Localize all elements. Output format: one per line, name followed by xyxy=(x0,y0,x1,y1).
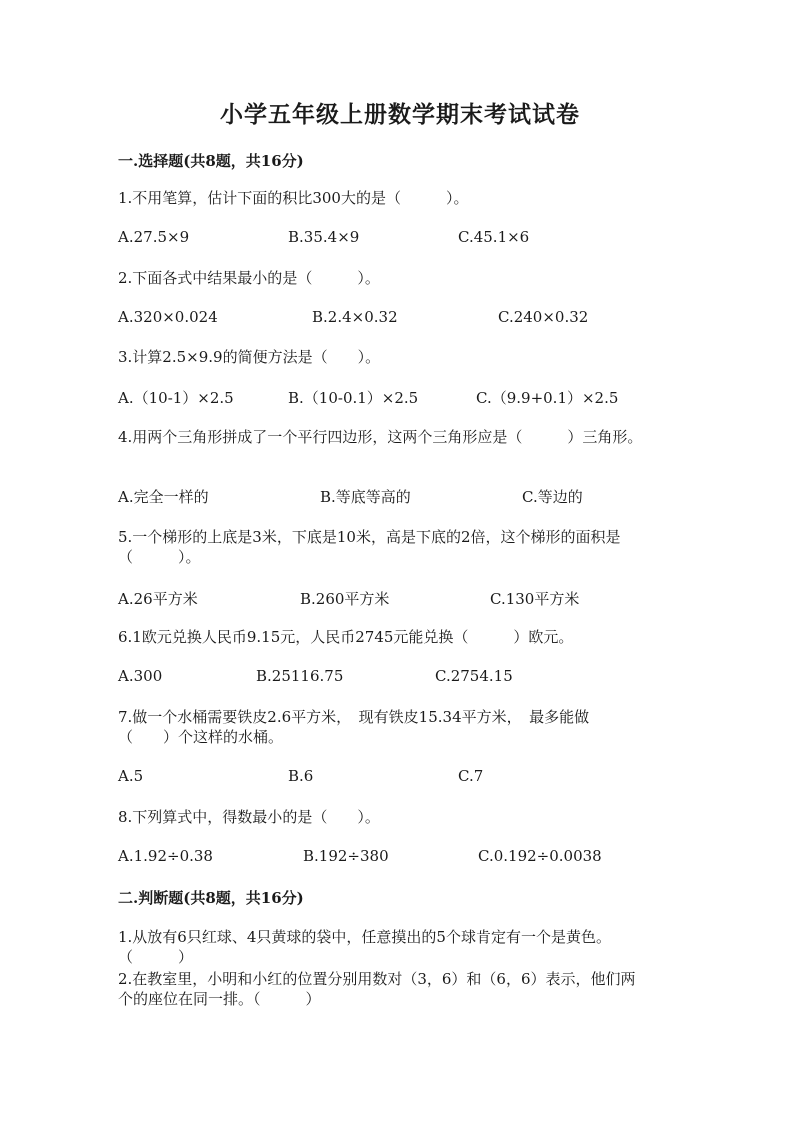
question-3-option-c: C.（9.9+0.1）×2.5 xyxy=(476,389,619,407)
question-3-option-b: B.（10-0.1）×2.5 xyxy=(288,389,419,407)
question-2-option-c: C.240×0.32 xyxy=(498,308,589,326)
question-5-option-a: A.26平方米 xyxy=(118,590,198,608)
question-4-option-b: B.等底等高的 xyxy=(320,488,411,506)
question-4: 4.用两个三角形拼成了一个平行四边形，这两个三角形应是（ ）三角形。 xyxy=(118,428,643,446)
judge-question-2: 2.在教室里，小明和小红的位置分别用数对（3，6）和（6，6）表示，他们两 xyxy=(118,970,636,988)
question-2-option-a: A.320×0.024 xyxy=(118,308,218,326)
question-7-option-c: C.7 xyxy=(458,767,484,785)
question-1-option-a: A.27.5×9 xyxy=(118,228,190,246)
section-heading-judge: 二.判断题(共8题，共16分) xyxy=(118,889,304,907)
question-6: 6.1欧元兑换人民币9.15元，人民币2745元能兑换（ ）欧元。 xyxy=(118,628,574,646)
question-4-option-c: C.等边的 xyxy=(522,488,583,506)
question-8-option-c: C.0.192÷0.0038 xyxy=(478,847,602,865)
question-7-continued: （ ）个这样的水桶。 xyxy=(118,728,284,746)
question-5-option-c: C.130平方米 xyxy=(490,590,580,608)
question-1-option-b: B.35.4×9 xyxy=(288,228,360,246)
page-title: 小学五年级上册数学期末考试试卷 xyxy=(220,101,580,128)
question-5-option-b: B.260平方米 xyxy=(300,590,390,608)
question-6-option-a: A.300 xyxy=(118,667,163,685)
question-2: 2.下面各式中结果最小的是（ ）。 xyxy=(118,269,380,287)
question-2-option-b: B.2.4×0.32 xyxy=(312,308,398,326)
question-3-option-a: A.（10-1）×2.5 xyxy=(118,389,234,407)
judge-question-1-continued: （ ） xyxy=(118,948,194,966)
question-8: 8.下列算式中，得数最小的是（ ）。 xyxy=(118,808,380,826)
judge-question-1: 1.从放有6只红球、4只黄球的袋中，任意摸出的5个球肯定有一个是黄色。 xyxy=(118,928,611,946)
question-4-option-a: A.完全一样的 xyxy=(118,488,209,506)
question-1-option-c: C.45.1×6 xyxy=(458,228,530,246)
question-7: 7.做一个水桶需要铁皮2.6平方米， 现有铁皮15.34平方米， 最多能做 xyxy=(118,708,590,726)
question-3: 3.计算2.5×9.9的简便方法是（ ）。 xyxy=(118,348,381,366)
question-6-option-b: B.25116.75 xyxy=(256,667,344,685)
question-5-continued: （ ）。 xyxy=(118,548,201,566)
question-5: 5.一个梯形的上底是3米，下底是10米，高是下底的2倍，这个梯形的面积是 xyxy=(118,528,621,546)
question-6-option-c: C.2754.15 xyxy=(435,667,513,685)
question-8-option-a: A.1.92÷0.38 xyxy=(118,847,213,865)
question-7-option-a: A.5 xyxy=(118,767,144,785)
question-8-option-b: B.192÷380 xyxy=(303,847,389,865)
question-7-option-b: B.6 xyxy=(288,767,314,785)
section-heading-choice: 一.选择题(共8题，共16分) xyxy=(118,152,304,170)
judge-question-2-continued: 个的座位在同一排。（ ） xyxy=(118,990,321,1008)
question-1: 1.不用笔算，估计下面的积比300大的是（ ）。 xyxy=(118,189,469,207)
